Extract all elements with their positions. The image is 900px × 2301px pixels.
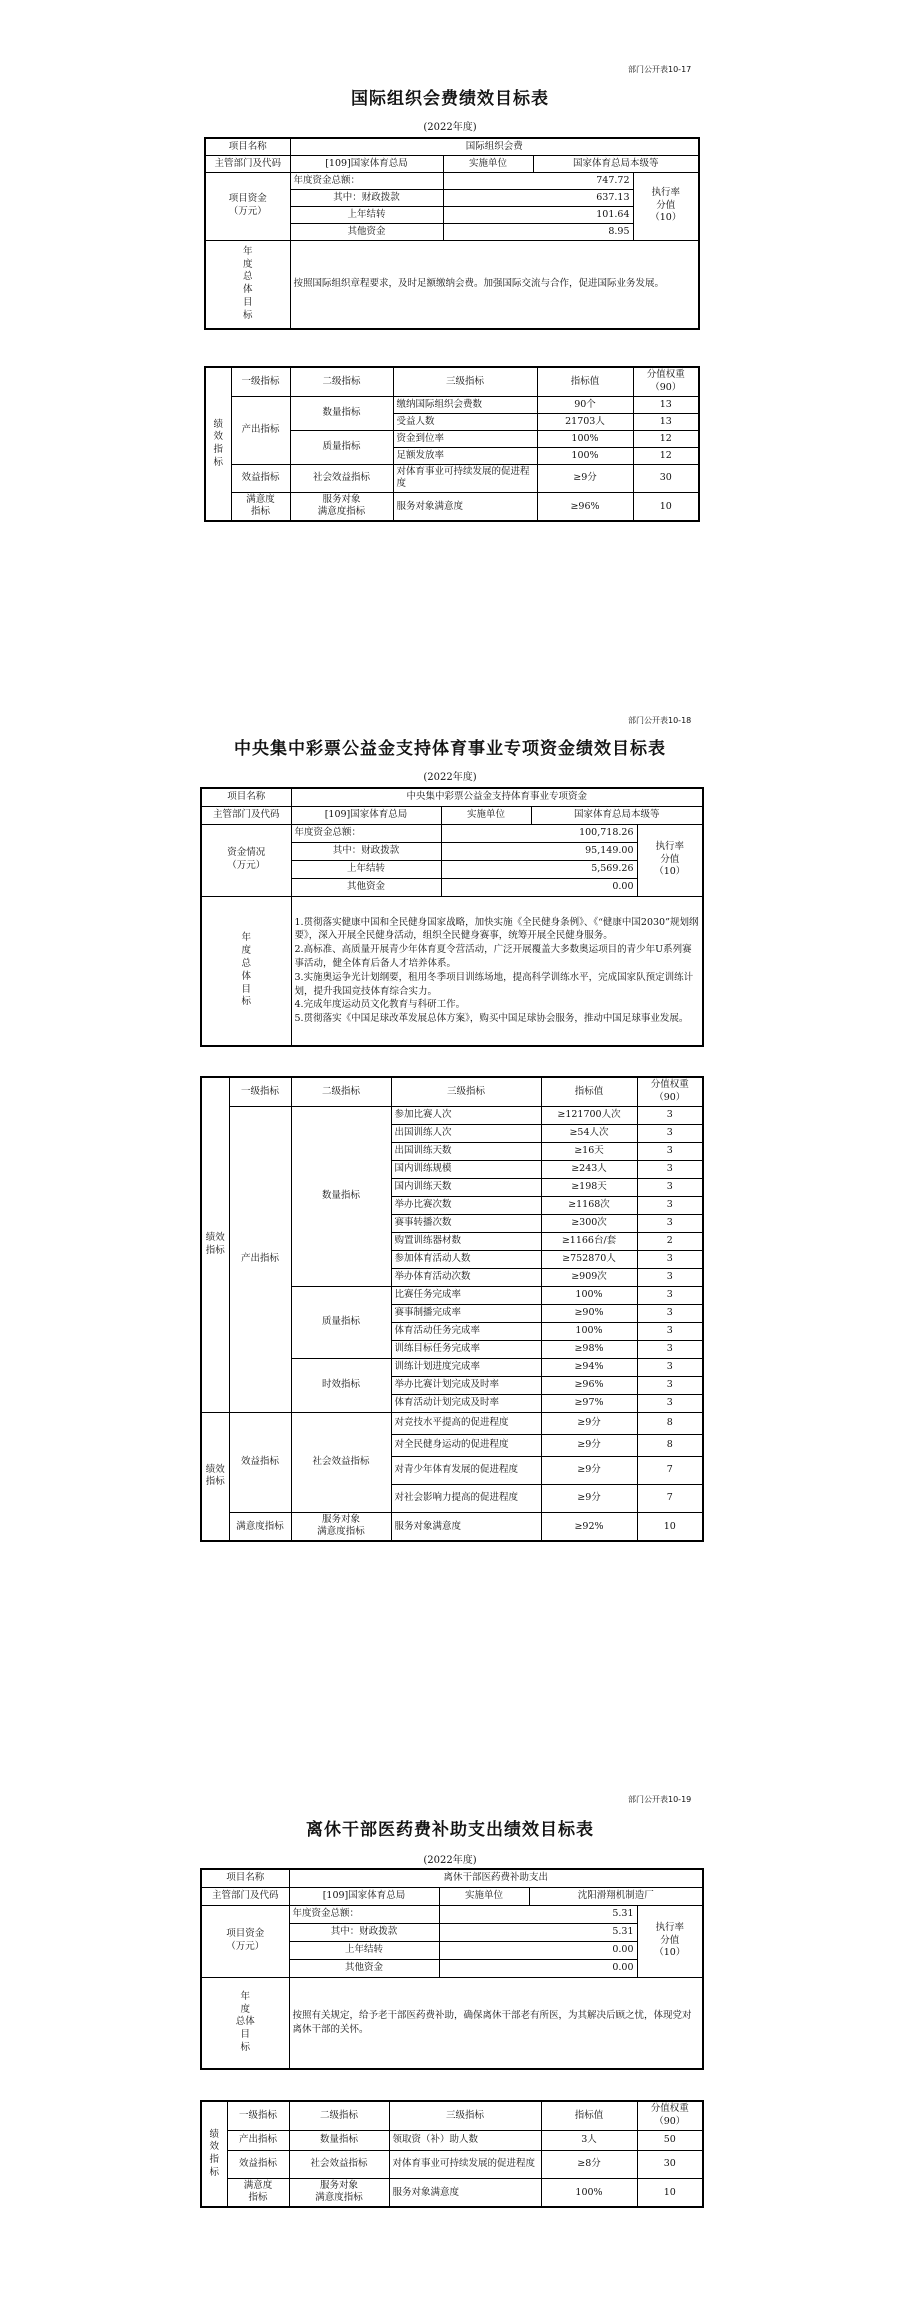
weight-cell: 3 bbox=[637, 1358, 703, 1376]
val-cell: ≥16天 bbox=[541, 1142, 637, 1160]
sheet-title: 中央集中彩票公益金支持体育事业专项资金绩效目标表 bbox=[234, 739, 666, 759]
weight-cell: 8 bbox=[637, 1412, 703, 1434]
l2-social: 社会效益指标 bbox=[291, 1412, 391, 1512]
other-label: 其他资金 bbox=[289, 1959, 439, 1977]
l3-cell: 比赛任务完成率 bbox=[391, 1286, 541, 1304]
weight-cell: 3 bbox=[637, 1214, 703, 1232]
total-label: 年度资金总额： bbox=[291, 824, 441, 842]
l1-benefit: 效益指标 bbox=[227, 2150, 289, 2178]
col-l2: 二级指标 bbox=[290, 367, 393, 396]
val-cell: ≥1168次 bbox=[541, 1196, 637, 1214]
val-cell: ≥54人次 bbox=[541, 1124, 637, 1142]
weight-cell: 10 bbox=[637, 2178, 703, 2207]
val-cell: 3人 bbox=[541, 2130, 637, 2150]
project-name-label: 项目名称 bbox=[201, 788, 291, 806]
weight-cell: 8 bbox=[637, 1434, 703, 1456]
objective-label: 年 度 总体 目 标 bbox=[201, 1977, 289, 2069]
l3-cell: 出国训练人次 bbox=[391, 1124, 541, 1142]
carryover-value: 5,569.26 bbox=[441, 860, 637, 878]
val-cell: ≥300次 bbox=[541, 1214, 637, 1232]
val-cell: ≥96% bbox=[541, 1376, 637, 1394]
l3-cell: 赛事转播次数 bbox=[391, 1214, 541, 1232]
weight-cell: 3 bbox=[637, 1376, 703, 1394]
weight-cell: 7 bbox=[637, 1456, 703, 1484]
sheet-code: 部门公开表10-18 bbox=[628, 716, 692, 725]
col-val: 指标值 bbox=[541, 2101, 637, 2130]
dept-value: [109]国家体育总局 bbox=[291, 806, 441, 824]
val-cell: ≥98% bbox=[541, 1340, 637, 1358]
l2-social: 社会效益指标 bbox=[290, 464, 393, 492]
impl-unit-value: 国家体育总局本级等 bbox=[533, 155, 699, 172]
l3-cell: 足额发放率 bbox=[393, 447, 537, 464]
l1-output: 产出指标 bbox=[227, 2130, 289, 2150]
fiscal-label: 其中：财政拨款 bbox=[291, 842, 441, 860]
l2-service: 服务对象 满意度指标 bbox=[290, 492, 393, 521]
total-value: 100,718.26 bbox=[441, 824, 637, 842]
funds-label: 项目资金 （万元） bbox=[205, 172, 290, 240]
l3-cell: 资金到位率 bbox=[393, 430, 537, 447]
indicator-table bbox=[200, 1076, 704, 1542]
objective-text bbox=[291, 896, 703, 1046]
impl-unit-label: 实施单位 bbox=[439, 1887, 529, 1905]
carryover-label: 上年结转 bbox=[289, 1941, 439, 1959]
exec-rate-label: 执行率 分值 （10） bbox=[637, 824, 703, 896]
l2-timeliness: 时效指标 bbox=[291, 1358, 391, 1412]
l3-cell: 出国训练天数 bbox=[391, 1142, 541, 1160]
l2-quantity: 数量指标 bbox=[289, 2130, 389, 2150]
col-l2: 二级指标 bbox=[291, 1077, 391, 1106]
col-weight: 分值权重 （90） bbox=[637, 2101, 703, 2130]
sheet-title: 离休干部医药费补助支出绩效目标表 bbox=[306, 1820, 594, 1840]
fiscal-value: 95,149.00 bbox=[441, 842, 637, 860]
objective-label: 年 度 总 体 目 标 bbox=[205, 240, 290, 329]
l3-cell: 服务对象满意度 bbox=[393, 492, 537, 521]
val-cell: ≥8分 bbox=[541, 2150, 637, 2178]
project-name-label: 项目名称 bbox=[201, 1869, 289, 1887]
val-cell: 100% bbox=[541, 1322, 637, 1340]
total-value: 5.31 bbox=[439, 1905, 637, 1923]
indicator-table bbox=[200, 2100, 704, 2208]
impl-unit-value: 国家体育总局本级等 bbox=[531, 806, 703, 824]
fiscal-label: 其中：财政拨款 bbox=[290, 189, 443, 206]
val-cell: ≥1166台/套 bbox=[541, 1232, 637, 1250]
weight-cell: 30 bbox=[633, 464, 699, 492]
sheet-title: 国际组织会费绩效目标表 bbox=[351, 89, 549, 109]
l1-benefit: 效益指标 bbox=[231, 464, 290, 492]
l1-output: 产出指标 bbox=[229, 1106, 291, 1412]
l1-satisfaction: 满意度 指标 bbox=[231, 492, 290, 521]
weight-cell: 50 bbox=[637, 2130, 703, 2150]
val-cell: 100% bbox=[541, 2178, 637, 2207]
val-cell: ≥96% bbox=[537, 492, 633, 521]
weight-cell: 7 bbox=[637, 1484, 703, 1512]
weight-cell: 3 bbox=[637, 1106, 703, 1124]
l2-service: 服务对象 满意度指标 bbox=[289, 2178, 389, 2207]
weight-cell: 3 bbox=[637, 1286, 703, 1304]
header-table bbox=[204, 137, 700, 330]
other-value: 8.95 bbox=[443, 223, 633, 240]
dept-label: 主管部门及代码 bbox=[201, 1887, 289, 1905]
l2-quality: 质量指标 bbox=[290, 430, 393, 464]
l3-cell: 参加比赛人次 bbox=[391, 1106, 541, 1124]
sheet-year: (2022年度) bbox=[423, 1855, 477, 1866]
weight-cell: 3 bbox=[637, 1196, 703, 1214]
l3-cell: 购置训练器材数 bbox=[391, 1232, 541, 1250]
weight-cell: 3 bbox=[637, 1142, 703, 1160]
impl-unit-label: 实施单位 bbox=[441, 806, 531, 824]
val-cell: ≥243人 bbox=[541, 1160, 637, 1178]
col-weight: 分值权重 （90） bbox=[633, 367, 699, 396]
funds-label: 资金情况 （万元） bbox=[201, 824, 291, 896]
weight-cell: 10 bbox=[633, 492, 699, 521]
l3-cell: 服务对象满意度 bbox=[389, 2178, 541, 2207]
project-name-label: 项目名称 bbox=[205, 138, 290, 155]
l3-cell: 对社会影响力提高的促进程度 bbox=[391, 1484, 541, 1512]
l2-quantity: 数量指标 bbox=[290, 396, 393, 430]
exec-rate-label: 执行率 分值 （10） bbox=[637, 1905, 703, 1977]
l1-satisfaction: 满意度 指标 bbox=[227, 2178, 289, 2207]
val-cell: ≥92% bbox=[541, 1512, 637, 1541]
val-cell: ≥198天 bbox=[541, 1178, 637, 1196]
val-cell: ≥909次 bbox=[541, 1268, 637, 1286]
val-cell: ≥9分 bbox=[537, 464, 633, 492]
val-cell: ≥752870人 bbox=[541, 1250, 637, 1268]
l3-cell: 对全民健身运动的促进程度 bbox=[391, 1434, 541, 1456]
weight-cell: 3 bbox=[637, 1178, 703, 1196]
l3-cell: 赛事制播完成率 bbox=[391, 1304, 541, 1322]
l1-satisfaction: 满意度指标 bbox=[229, 1512, 291, 1541]
l3-cell: 缴纳国际组织会费数 bbox=[393, 396, 537, 413]
l3-cell: 对竞技水平提高的促进程度 bbox=[391, 1412, 541, 1434]
objective-label: 年 度 总 体 目 标 bbox=[201, 896, 291, 1046]
col-l2: 二级指标 bbox=[289, 2101, 389, 2130]
dept-value: [109]国家体育总局 bbox=[289, 1887, 439, 1905]
sheet-code: 部门公开表10-19 bbox=[628, 1795, 692, 1804]
weight-cell: 12 bbox=[633, 430, 699, 447]
col-l3: 三级指标 bbox=[393, 367, 537, 396]
project-name-value: 离休干部医药费补助支出 bbox=[289, 1869, 703, 1887]
l3-cell: 训练目标任务完成率 bbox=[391, 1340, 541, 1358]
dept-label: 主管部门及代码 bbox=[201, 806, 291, 824]
col-weight: 分值权重 （90） bbox=[637, 1077, 703, 1106]
l3-cell: 参加体育活动人数 bbox=[391, 1250, 541, 1268]
weight-cell: 2 bbox=[637, 1232, 703, 1250]
weight-cell: 30 bbox=[637, 2150, 703, 2178]
objective-text: 按照国际组织章程要求，及时足额缴纳会费。加强国际交流与合作，促进国际业务发展。 bbox=[290, 240, 699, 329]
other-label: 其他资金 bbox=[290, 223, 443, 240]
col-l3: 三级指标 bbox=[389, 2101, 541, 2130]
exec-rate-label: 执行率 分值 （10） bbox=[633, 172, 699, 240]
l3-cell: 举办体育活动次数 bbox=[391, 1268, 541, 1286]
weight-cell: 3 bbox=[637, 1160, 703, 1178]
total-value: 747.72 bbox=[443, 172, 633, 189]
l3-cell: 体育活动计划完成及时率 bbox=[391, 1394, 541, 1412]
header-table bbox=[200, 1868, 704, 2070]
col-val: 指标值 bbox=[537, 367, 633, 396]
dept-value: [109]国家体育总局 bbox=[290, 155, 443, 172]
header-table bbox=[200, 787, 704, 1047]
l3-cell: 服务对象满意度 bbox=[391, 1512, 541, 1541]
l3-cell: 体育活动任务完成率 bbox=[391, 1322, 541, 1340]
perf-label: 绩效 指标 bbox=[205, 367, 231, 521]
perf-label-2: 绩效 指标 bbox=[201, 1412, 229, 1541]
val-cell: ≥97% bbox=[541, 1394, 637, 1412]
weight-cell: 3 bbox=[637, 1268, 703, 1286]
l3-cell: 训练计划进度完成率 bbox=[391, 1358, 541, 1376]
l2-social: 社会效益指标 bbox=[289, 2150, 389, 2178]
weight-cell: 3 bbox=[637, 1304, 703, 1322]
sheet-code: 部门公开表10-17 bbox=[628, 65, 692, 74]
l2-quality: 质量指标 bbox=[291, 1286, 391, 1358]
perf-label: 绩效 指标 bbox=[201, 1077, 229, 1412]
fiscal-value: 637.13 bbox=[443, 189, 633, 206]
objective-text: 按照有关规定，给予老干部医药费补助，确保离休干部老有所医，为其解决后顾之忧，体现党对离休干部的关怀。 bbox=[289, 1977, 703, 2069]
l2-service: 服务对象 满意度指标 bbox=[291, 1512, 391, 1541]
fiscal-label: 其中：财政拨款 bbox=[289, 1923, 439, 1941]
val-cell: 21703人 bbox=[537, 413, 633, 430]
col-val: 指标值 bbox=[541, 1077, 637, 1106]
l3-cell: 对体育事业可持续发展的促进程度 bbox=[389, 2150, 541, 2178]
fiscal-value: 5.31 bbox=[439, 1923, 637, 1941]
val-cell: ≥9分 bbox=[541, 1456, 637, 1484]
objective-line: 3.实施奥运争光计划纲要，租用冬季项目训练场地，提高科学训练水平，完成国家队预定训练计划，提升我国竞技体育综合实力。 bbox=[294, 971, 694, 997]
objective-line: 4.完成年度运动员文化教育与科研工作。 bbox=[294, 999, 466, 1011]
val-cell: 100% bbox=[537, 447, 633, 464]
objective-line: 2.高标准、高质量开展青少年体育夏令营活动，广泛开展覆盖大多数奥运项目的青少年U系列赛事活动，健全体育后备人才培养体系。 bbox=[294, 944, 692, 969]
carryover-label: 上年结转 bbox=[290, 206, 443, 223]
project-name-value: 中央集中彩票公益金支持体育事业专项资金 bbox=[291, 788, 703, 806]
total-label: 年度资金总额： bbox=[289, 1905, 439, 1923]
weight-cell: 13 bbox=[633, 396, 699, 413]
l1-output: 产出指标 bbox=[231, 396, 290, 464]
project-name-value: 国际组织会费 bbox=[290, 138, 699, 155]
l3-cell: 受益人数 bbox=[393, 413, 537, 430]
l3-cell: 领取资（补）助人数 bbox=[389, 2130, 541, 2150]
other-label: 其他资金 bbox=[291, 878, 441, 896]
val-cell: ≥121700人次 bbox=[541, 1106, 637, 1124]
perf-label: 绩 效 指 标 bbox=[201, 2101, 227, 2207]
l1-benefit: 效益指标 bbox=[229, 1412, 291, 1512]
val-cell: ≥9分 bbox=[541, 1412, 637, 1434]
l3-cell: 举办比赛计划完成及时率 bbox=[391, 1376, 541, 1394]
weight-cell: 10 bbox=[637, 1512, 703, 1541]
val-cell: 100% bbox=[537, 430, 633, 447]
total-label: 年度资金总额： bbox=[290, 172, 443, 189]
weight-cell: 13 bbox=[633, 413, 699, 430]
weight-cell: 3 bbox=[637, 1340, 703, 1358]
val-cell: 90个 bbox=[537, 396, 633, 413]
weight-cell: 3 bbox=[637, 1394, 703, 1412]
l3-cell: 对青少年体育发展的促进程度 bbox=[391, 1456, 541, 1484]
carryover-value: 0.00 bbox=[439, 1941, 637, 1959]
weight-cell: 12 bbox=[633, 447, 699, 464]
sheet-year: (2022年度) bbox=[423, 772, 477, 783]
indicator-table bbox=[204, 366, 700, 522]
val-cell: ≥9分 bbox=[541, 1484, 637, 1512]
l3-cell: 举办比赛次数 bbox=[391, 1196, 541, 1214]
impl-unit-value: 沈阳滑翔机制造厂 bbox=[529, 1887, 703, 1905]
val-cell: ≥90% bbox=[541, 1304, 637, 1322]
l2-quantity: 数量指标 bbox=[291, 1106, 391, 1286]
weight-cell: 3 bbox=[637, 1322, 703, 1340]
l3-cell: 对体育事业可持续发展的促进程度 bbox=[393, 464, 537, 492]
col-l3: 三级指标 bbox=[391, 1077, 541, 1106]
l3-cell: 国内训练天数 bbox=[391, 1178, 541, 1196]
val-cell: ≥94% bbox=[541, 1358, 637, 1376]
impl-unit-label: 实施单位 bbox=[443, 155, 533, 172]
col-l1: 一级指标 bbox=[231, 367, 290, 396]
val-cell: 100% bbox=[541, 1286, 637, 1304]
carryover-value: 101.64 bbox=[443, 206, 633, 223]
weight-cell: 3 bbox=[637, 1124, 703, 1142]
dept-label: 主管部门及代码 bbox=[205, 155, 290, 172]
val-cell: ≥9分 bbox=[541, 1434, 637, 1456]
funds-label: 项目资金 （万元） bbox=[201, 1905, 289, 1977]
l3-cell: 国内训练规模 bbox=[391, 1160, 541, 1178]
col-l1: 一级指标 bbox=[227, 2101, 289, 2130]
other-value: 0.00 bbox=[441, 878, 637, 896]
objective-line: 1.贯彻落实健康中国和全民健身国家战略，加快实施《全民健身条例》、《“健康中国2030”规划纲要》，深入开展全民健身活动，组织全民健身赛事，统筹开展全民健身服务。 bbox=[294, 916, 699, 942]
objective-line: 5.贯彻落实《中国足球改革发展总体方案》，购买中国足球协会服务，推动中国足球事业发展。 bbox=[294, 1013, 689, 1025]
col-l1: 一级指标 bbox=[229, 1077, 291, 1106]
sheet-year: (2022年度) bbox=[423, 122, 477, 133]
weight-cell: 3 bbox=[637, 1250, 703, 1268]
carryover-label: 上年结转 bbox=[291, 860, 441, 878]
other-value: 0.00 bbox=[439, 1959, 637, 1977]
